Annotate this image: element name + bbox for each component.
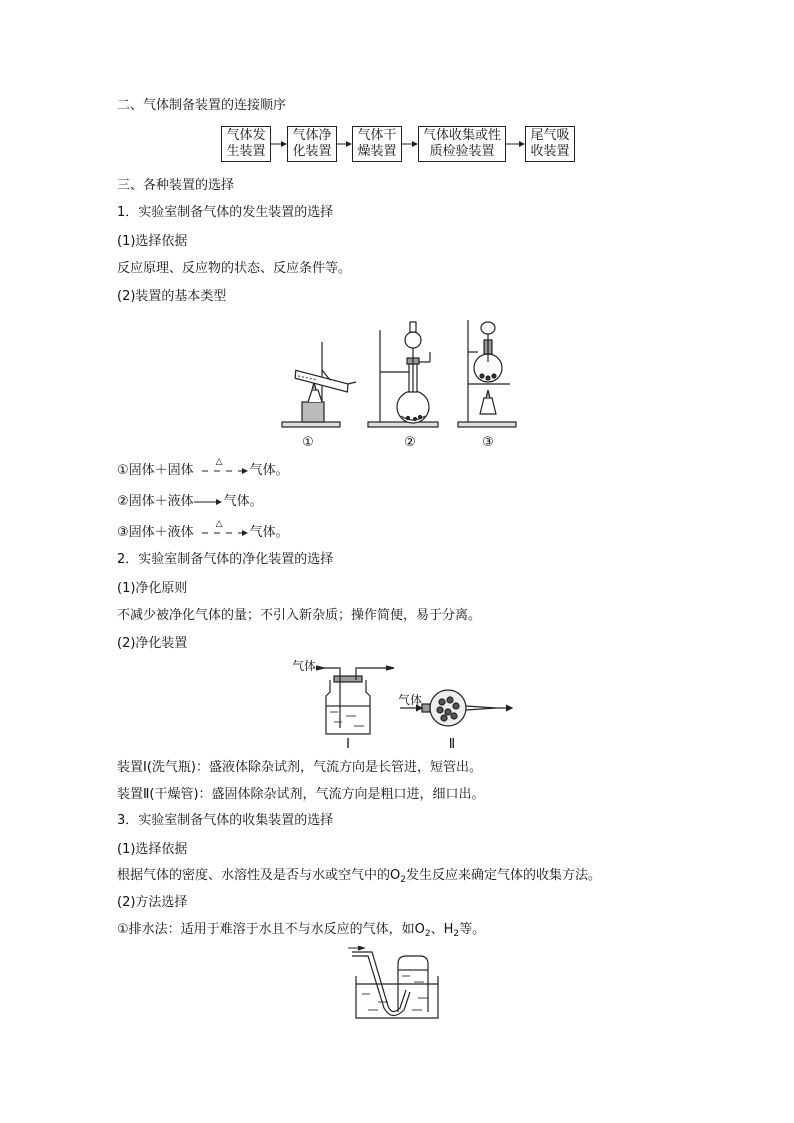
reaction-3 <box>117 519 289 542</box>
basis-text-part: 根据气体的密度、水溶性及是否与水或空气中的O <box>117 868 401 883</box>
section-3-heading: 三、各种装置的选择 <box>117 178 235 193</box>
device-label-I: Ⅰ <box>346 737 350 752</box>
method-text-part: ①排水法：适用于难溶于水且不与水反应的气体，如O <box>117 922 425 937</box>
wash-bottle-drawing <box>316 666 394 734</box>
heat-symbol: △ <box>215 457 223 467</box>
generator-apparatus-figure <box>270 312 520 452</box>
flow-box-text: 燥装置 <box>357 144 397 159</box>
flow-box-text: 质检验装置 <box>429 144 495 159</box>
reaction-3-reactants: ③固体＋液体 <box>117 525 194 540</box>
method-text-part: 等。 <box>459 922 486 937</box>
part-3-basis-heading: (1)选择依据 <box>117 842 188 857</box>
part-1-basis-heading: (1)选择依据 <box>117 234 188 249</box>
part-1-title: 1．实验室制备气体的发生装置的选择 <box>117 205 334 220</box>
apparatus-2-drawing <box>368 322 438 427</box>
reaction-2 <box>117 493 263 511</box>
flow-box-text: 气体净 <box>292 128 332 143</box>
flow-box-text: 化装置 <box>292 144 332 159</box>
figure-label-2: ② <box>404 435 416 450</box>
reaction-1-reactants: ①固体＋固体 <box>117 463 194 478</box>
part-3-basis-text <box>117 867 601 885</box>
heat-arrow <box>194 519 250 542</box>
section-2-heading: 二、气体制备装置的连接顺序 <box>117 98 287 113</box>
figure-label-1: ① <box>302 435 314 450</box>
reaction-arrow <box>194 493 224 511</box>
flow-box-text: 尾气吸 <box>530 128 570 143</box>
part-3-method-heading: (2)方法选择 <box>117 895 188 910</box>
part-2-title: 2．实验室制备气体的净化装置的选择 <box>117 552 334 567</box>
water-displacement-method <box>117 921 485 939</box>
water-displacement-figure <box>348 946 448 1024</box>
flow-box-text: 收装置 <box>530 144 570 159</box>
subscript: 2 <box>453 929 460 939</box>
device-label-II: Ⅱ <box>448 737 456 752</box>
part-2-principle-text: 不减少被净化气体的量；不引入新杂质；操作简便，易于分离。 <box>117 608 482 623</box>
part-3-title: 3．实验室制备气体的收集装置的选择 <box>117 813 334 828</box>
flow-box-text: 气体收集或性 <box>422 128 501 143</box>
subscript: 2 <box>424 929 431 939</box>
flow-chart <box>221 126 581 164</box>
reaction-2-product: 气体。 <box>223 494 263 509</box>
heat-symbol: △ <box>215 519 223 529</box>
purification-devices-figure <box>290 656 530 752</box>
basis-text-part: 发生反应来确定气体的收集方法。 <box>405 868 601 883</box>
device-I-note: 装置Ⅰ(洗气瓶)：盛液体除杂试剂，气流方向是长管进，短管出。 <box>117 760 482 775</box>
reaction-1 <box>117 457 289 480</box>
apparatus-1-drawing <box>282 342 356 427</box>
device-II-note: 装置Ⅱ(干燥管)：盛固体除杂试剂，气流方向是粗口进，细口出。 <box>117 787 485 802</box>
apparatus-3-drawing <box>458 320 516 427</box>
flow-arrows <box>221 126 581 164</box>
part-1-types-heading: (2)装置的基本类型 <box>117 289 227 304</box>
wash-bottle-gas-label: 气体 <box>292 659 317 673</box>
subscript: 2 <box>400 875 406 885</box>
part-2-principle-heading: (1)净化原则 <box>117 581 188 596</box>
flow-box-text: 气体干 <box>357 128 397 143</box>
flow-box-text: 气体发 <box>226 128 266 143</box>
heat-arrow <box>194 457 250 480</box>
flow-box-text: 生装置 <box>226 144 266 159</box>
reaction-2-reactants: ②固体＋液体 <box>117 494 194 509</box>
reaction-3-product: 气体。 <box>249 525 289 540</box>
part-1-basis-text: 反应原理、反应物的状态、反应条件等。 <box>117 261 352 276</box>
drying-tube-gas-label: 气体 <box>398 693 423 707</box>
method-text-part: 、H <box>430 922 454 937</box>
reaction-1-product: 气体。 <box>249 463 289 478</box>
part-2-device-heading: (2)净化装置 <box>117 636 188 651</box>
figure-label-3: ③ <box>482 435 494 450</box>
